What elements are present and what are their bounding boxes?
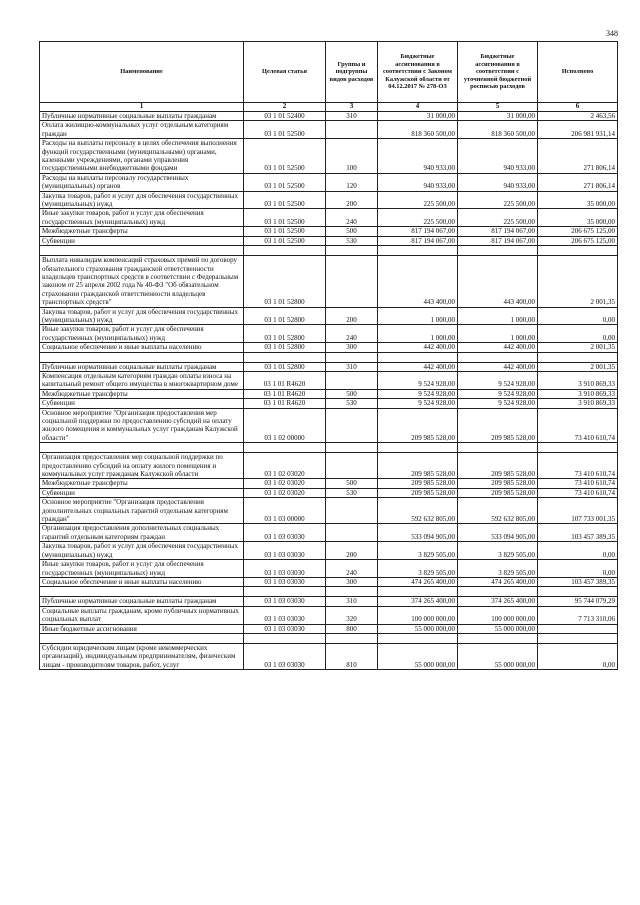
row-name: Выплата инвалидам компенсаций страховых премий по договору обязательного страхования гражданской ответственности владельцев транспортных средств в соответствии с Федеральным законом от 25 апреля 2002 года № 40-ФЗ "Об обязательном страховании гражданской ответственности владельцев транспортных средств" — [40, 256, 244, 307]
row-executed: 206 675 125,00 — [538, 236, 618, 245]
row-target-code: 03 1 01 52800 — [244, 325, 326, 343]
row-group-code — [326, 371, 378, 389]
row-budget-law: 225 500,00 — [378, 209, 458, 227]
row-target-code: 03 1 01 52800 — [244, 307, 326, 325]
row-executed: 2 001,35 — [538, 343, 618, 352]
row-executed: 95 744 079,29 — [538, 597, 618, 606]
row-name: Основное мероприятие "Организация предоставления мер социальной поддержки по предоставлению субсидий на оплату жилого помещения и коммунальных услуг гражданам Калужской области" — [40, 408, 244, 443]
row-budget-law: 55 000 000,00 — [378, 624, 458, 633]
row-budget-updated: 9 524 928,00 — [458, 371, 538, 389]
row-spacer — [40, 587, 618, 597]
row-group-code: 310 — [326, 597, 378, 606]
table-row — [40, 209, 618, 227]
row-executed: 7 713 310,06 — [538, 606, 618, 624]
table-row — [40, 606, 618, 624]
row-group-code: 200 — [326, 542, 378, 560]
row-executed: 2 001,35 — [538, 362, 618, 371]
row-budget-law: 533 094 905,00 — [378, 524, 458, 542]
row-budget-law: 225 500,00 — [378, 191, 458, 209]
table-row — [40, 488, 618, 497]
row-target-code: 03 1 03 03030 — [244, 542, 326, 560]
row-name: Публичные нормативные социальные выплаты гражданам — [40, 112, 244, 121]
row-budget-updated: 1 000,00 — [458, 325, 538, 343]
column-number: 6 — [538, 103, 618, 112]
row-budget-updated: 940 933,00 — [458, 173, 538, 191]
row-group-code: 500 — [326, 389, 378, 398]
row-name: Социальное обеспечение и иные выплаты населению — [40, 343, 244, 352]
row-name: Публичные нормативные социальные выплаты гражданам — [40, 597, 244, 606]
row-budget-updated: 9 524 928,00 — [458, 399, 538, 408]
row-budget-law: 817 194 067,00 — [378, 227, 458, 236]
header-budget-law: Бюджетные ассигнования в соответствии с Законом Калужской области от 04.12.2017 № 278-ОЗ — [378, 42, 458, 103]
row-budget-updated: 55 000 000,00 — [458, 643, 538, 669]
table-row — [40, 139, 618, 174]
spacer-cell — [458, 246, 538, 256]
header-target: Целевая статья — [244, 42, 326, 103]
column-number: 1 — [40, 103, 244, 112]
spacer-cell — [40, 246, 244, 256]
row-group-code: 240 — [326, 560, 378, 578]
row-target-code: 03 1 01 52800 — [244, 343, 326, 352]
table-row — [40, 343, 618, 352]
row-budget-updated: 225 500,00 — [458, 191, 538, 209]
row-budget-updated: 3 829 505,00 — [458, 560, 538, 578]
row-group-code — [326, 121, 378, 139]
row-spacer — [40, 633, 618, 643]
row-name: Иные закупки товаров, работ и услуг для обеспечения государственных (муниципальных) нужд — [40, 325, 244, 343]
spacer-cell — [40, 633, 244, 643]
header-executed: Исполнено — [538, 42, 618, 103]
spacer-cell — [40, 587, 244, 597]
row-name: Публичные нормативные социальные выплаты гражданам — [40, 362, 244, 371]
row-target-code: 03 1 01 52400 — [244, 112, 326, 121]
row-budget-updated: 209 985 528,00 — [458, 479, 538, 488]
spacer-cell — [458, 443, 538, 453]
row-group-code: 320 — [326, 606, 378, 624]
row-target-code: 03 1 03 03030 — [244, 577, 326, 586]
spacer-cell — [326, 633, 378, 643]
row-target-code: 03 1 01 52500 — [244, 173, 326, 191]
row-group-code: 800 — [326, 624, 378, 633]
row-budget-updated: 940 933,00 — [458, 139, 538, 174]
column-number: 4 — [378, 103, 458, 112]
spacer-cell — [538, 443, 618, 453]
row-budget-updated: 100 000 000,00 — [458, 606, 538, 624]
row-executed: 35 000,00 — [538, 209, 618, 227]
row-budget-updated: 817 194 067,00 — [458, 236, 538, 245]
row-name: Иные закупки товаров, работ и услуг для обеспечения государственных (муниципальных) нужд — [40, 209, 244, 227]
spacer-cell — [326, 352, 378, 362]
table-row — [40, 453, 618, 479]
row-spacer — [40, 246, 618, 256]
row-name: Расходы на выплаты персоналу государственных (муниципальных) органов — [40, 173, 244, 191]
row-executed: 2 463,56 — [538, 112, 618, 121]
row-budget-law: 374 265 400,00 — [378, 597, 458, 606]
row-budget-law: 209 985 528,00 — [378, 479, 458, 488]
row-budget-law: 209 985 528,00 — [378, 488, 458, 497]
row-budget-law: 9 524 928,00 — [378, 399, 458, 408]
page-number: 348 — [606, 29, 618, 38]
table-row — [40, 307, 618, 325]
header-name: Наименование — [40, 42, 244, 103]
row-group-code: 310 — [326, 362, 378, 371]
row-target-code: 03 1 01 52500 — [244, 191, 326, 209]
row-name: Межбюджетные трансферты — [40, 389, 244, 398]
table-row — [40, 191, 618, 209]
row-budget-law: 31 000,00 — [378, 112, 458, 121]
row-target-code: 03 1 03 03030 — [244, 524, 326, 542]
row-budget-updated: 1 000,00 — [458, 307, 538, 325]
spacer-cell — [40, 352, 244, 362]
table-row — [40, 542, 618, 560]
table-row — [40, 643, 618, 669]
row-target-code: 03 1 02 03020 — [244, 479, 326, 488]
row-name: Субвенции — [40, 236, 244, 245]
spacer-cell — [244, 352, 326, 362]
table-row — [40, 597, 618, 606]
spacer-cell — [326, 443, 378, 453]
row-executed: 3 910 869,33 — [538, 389, 618, 398]
spacer-cell — [378, 352, 458, 362]
row-target-code: 03 1 01 52500 — [244, 227, 326, 236]
row-budget-law: 940 933,00 — [378, 173, 458, 191]
column-number: 5 — [458, 103, 538, 112]
row-target-code: 03 1 01 R4620 — [244, 389, 326, 398]
row-target-code: 03 1 01 R4620 — [244, 399, 326, 408]
row-target-code: 03 1 02 03020 — [244, 453, 326, 479]
table-body — [40, 112, 618, 670]
row-executed: 2 001,35 — [538, 256, 618, 307]
row-budget-law: 1 000,00 — [378, 325, 458, 343]
row-target-code: 03 1 03 03030 — [244, 597, 326, 606]
row-budget-law: 55 000 000,00 — [378, 643, 458, 669]
row-budget-law: 9 524 928,00 — [378, 389, 458, 398]
row-name: Иные закупки товаров, работ и услуг для обеспечения государственных (муниципальных) нужд — [40, 560, 244, 578]
row-executed: 35 000,00 — [538, 191, 618, 209]
row-group-code: 120 — [326, 173, 378, 191]
row-group-code — [326, 408, 378, 443]
budget-table — [39, 41, 618, 670]
row-budget-updated: 31 000,00 — [458, 112, 538, 121]
row-group-code — [326, 524, 378, 542]
row-name: Закупка товаров, работ и услуг для обеспечения государственных (муниципальных) нужд — [40, 307, 244, 325]
row-budget-updated: 818 360 500,00 — [458, 121, 538, 139]
row-group-code: 200 — [326, 191, 378, 209]
spacer-cell — [378, 633, 458, 643]
spacer-cell — [326, 587, 378, 597]
row-budget-law: 100 000 000,00 — [378, 606, 458, 624]
table-row — [40, 371, 618, 389]
row-budget-law: 818 360 500,00 — [378, 121, 458, 139]
row-name: Субвенции — [40, 399, 244, 408]
row-budget-law: 9 524 928,00 — [378, 371, 458, 389]
row-group-code: 530 — [326, 236, 378, 245]
row-name: Социальные выплаты гражданам, кроме публичных нормативных социальных выплат — [40, 606, 244, 624]
table-row — [40, 498, 618, 524]
column-number: 2 — [244, 103, 326, 112]
row-budget-updated: 225 500,00 — [458, 209, 538, 227]
row-budget-law: 443 400,00 — [378, 256, 458, 307]
row-group-code: 810 — [326, 643, 378, 669]
spacer-cell — [378, 443, 458, 453]
spacer-cell — [378, 246, 458, 256]
row-name: Межбюджетные трансферты — [40, 227, 244, 236]
table-row — [40, 256, 618, 307]
row-budget-law: 1 000,00 — [378, 307, 458, 325]
row-target-code: 03 1 01 52800 — [244, 362, 326, 371]
row-budget-updated: 474 265 400,00 — [458, 577, 538, 586]
spacer-cell — [538, 352, 618, 362]
spacer-cell — [326, 246, 378, 256]
row-target-code: 03 1 01 52500 — [244, 139, 326, 174]
row-group-code: 240 — [326, 325, 378, 343]
spacer-cell — [538, 633, 618, 643]
row-target-code: 03 1 02 03020 — [244, 488, 326, 497]
row-group-code: 530 — [326, 399, 378, 408]
row-executed: 107 733 001,35 — [538, 498, 618, 524]
row-executed: 0,00 — [538, 307, 618, 325]
row-name: Оплата жилищно-коммунальных услуг отдельным категориям граждан — [40, 121, 244, 139]
row-budget-updated: 209 985 528,00 — [458, 453, 538, 479]
row-name: Закупка товаров, работ и услуг для обеспечения государственных (муниципальных) нужд — [40, 542, 244, 560]
row-group-code: 500 — [326, 479, 378, 488]
row-executed: 0,00 — [538, 325, 618, 343]
row-group-code — [326, 498, 378, 524]
row-name: Субсидии юридическим лицам (кроме некоммерческих организаций), индивидуальным предпринимателям, физическим лицам - производителям товаров, работ, услуг — [40, 643, 244, 669]
table-row — [40, 121, 618, 139]
row-target-code: 03 1 03 03030 — [244, 624, 326, 633]
spacer-cell — [378, 587, 458, 597]
table-row — [40, 173, 618, 191]
table-row — [40, 362, 618, 371]
spacer-cell — [244, 246, 326, 256]
row-budget-law: 442 400,00 — [378, 362, 458, 371]
row-group-code: 100 — [326, 139, 378, 174]
row-budget-updated: 209 985 528,00 — [458, 408, 538, 443]
spacer-cell — [538, 246, 618, 256]
spacer-cell — [244, 587, 326, 597]
table-row — [40, 408, 618, 443]
row-budget-law: 3 829 505,00 — [378, 542, 458, 560]
row-name: Компенсация отдельным категориям граждан оплаты взноса на капитальный ремонт общего имущества в многоквартирном доме — [40, 371, 244, 389]
row-target-code: 03 1 02 00000 — [244, 408, 326, 443]
row-budget-law: 592 632 805,00 — [378, 498, 458, 524]
row-group-code: 530 — [326, 488, 378, 497]
row-target-code: 03 1 03 03030 — [244, 643, 326, 669]
row-executed: 0,00 — [538, 560, 618, 578]
row-executed: 103 457 389,35 — [538, 524, 618, 542]
spacer-cell — [458, 587, 538, 597]
row-budget-updated: 3 829 505,00 — [458, 542, 538, 560]
row-group-code — [326, 453, 378, 479]
row-budget-law: 209 985 528,00 — [378, 453, 458, 479]
spacer-cell — [244, 633, 326, 643]
row-executed: 206 675 125,00 — [538, 227, 618, 236]
row-group-code: 240 — [326, 209, 378, 227]
row-executed: 73 410 610,74 — [538, 479, 618, 488]
spacer-cell — [40, 443, 244, 453]
row-spacer — [40, 352, 618, 362]
table-row — [40, 112, 618, 121]
table-row — [40, 524, 618, 542]
row-executed: 0,00 — [538, 643, 618, 669]
row-target-code: 03 1 03 03030 — [244, 606, 326, 624]
row-target-code: 03 1 01 52500 — [244, 209, 326, 227]
row-executed: 271 806,14 — [538, 173, 618, 191]
row-group-code: 300 — [326, 343, 378, 352]
row-target-code: 03 1 01 52800 — [244, 256, 326, 307]
row-group-code — [326, 256, 378, 307]
row-executed: 206 981 931,14 — [538, 121, 618, 139]
row-name: Социальное обеспечение и иные выплаты населению — [40, 577, 244, 586]
row-budget-updated: 55 000 000,00 — [458, 624, 538, 633]
table-row — [40, 560, 618, 578]
row-name: Расходы на выплаты персоналу в целях обеспечения выполнения функций государственными (муниципальными) органами, казенными учреждениями, органами управления государственными внебюджетными фондами — [40, 139, 244, 174]
row-budget-updated: 442 400,00 — [458, 362, 538, 371]
table-row — [40, 479, 618, 488]
row-budget-updated: 533 094 905,00 — [458, 524, 538, 542]
row-name: Основное мероприятие "Организация предоставления дополнительных социальных гарантий отдельным категориям граждан" — [40, 498, 244, 524]
spacer-cell — [538, 587, 618, 597]
row-budget-updated: 209 985 528,00 — [458, 488, 538, 497]
row-executed: 3 910 869,33 — [538, 399, 618, 408]
row-name: Иные бюджетные ассигнования — [40, 624, 244, 633]
table-row — [40, 624, 618, 633]
row-executed: 73 410 610,74 — [538, 453, 618, 479]
row-budget-law: 474 265 400,00 — [378, 577, 458, 586]
spacer-cell — [458, 352, 538, 362]
row-budget-law: 442 400,00 — [378, 343, 458, 352]
table-row — [40, 399, 618, 408]
table-row — [40, 389, 618, 398]
header-groups: Группы и подгруппы видов расходов — [326, 42, 378, 103]
table-row — [40, 227, 618, 236]
row-group-code: 300 — [326, 577, 378, 586]
row-budget-updated: 9 524 928,00 — [458, 389, 538, 398]
row-target-code: 03 1 01 R4620 — [244, 371, 326, 389]
row-budget-updated: 592 632 805,00 — [458, 498, 538, 524]
row-budget-updated: 443 400,00 — [458, 256, 538, 307]
row-target-code: 03 1 03 00000 — [244, 498, 326, 524]
spacer-cell — [244, 443, 326, 453]
row-group-code: 200 — [326, 307, 378, 325]
row-spacer — [40, 443, 618, 453]
row-executed: 73 410 610,74 — [538, 408, 618, 443]
row-budget-law: 817 194 067,00 — [378, 236, 458, 245]
spacer-cell — [458, 633, 538, 643]
row-executed: 73 410 610,74 — [538, 488, 618, 497]
row-budget-law: 209 985 528,00 — [378, 408, 458, 443]
row-group-code: 500 — [326, 227, 378, 236]
row-executed — [538, 624, 618, 633]
row-target-code: 03 1 03 03030 — [244, 560, 326, 578]
row-budget-law: 3 829 505,00 — [378, 560, 458, 578]
header-budget-updated: Бюджетные ассигнования в соответствии с уточненной бюджетной росписью расходов — [458, 42, 538, 103]
row-target-code: 03 1 01 52500 — [244, 236, 326, 245]
row-executed: 271 806,14 — [538, 139, 618, 174]
row-name: Организация предоставления дополнительных социальных гарантий отдельным категориям граждан — [40, 524, 244, 542]
column-number: 3 — [326, 103, 378, 112]
row-name: Закупка товаров, работ и услуг для обеспечения государственных (муниципальных) нужд — [40, 191, 244, 209]
row-executed: 3 910 869,33 — [538, 371, 618, 389]
row-executed: 103 457 389,35 — [538, 577, 618, 586]
row-group-code: 310 — [326, 112, 378, 121]
row-target-code: 03 1 01 52500 — [244, 121, 326, 139]
row-name: Межбюджетные трансферты — [40, 479, 244, 488]
row-executed: 0,00 — [538, 542, 618, 560]
row-budget-law: 940 933,00 — [378, 139, 458, 174]
row-name: Субвенции — [40, 488, 244, 497]
row-budget-updated: 374 265 400,00 — [458, 597, 538, 606]
table-row — [40, 236, 618, 245]
row-budget-updated: 817 194 067,00 — [458, 227, 538, 236]
table-row — [40, 325, 618, 343]
table-row — [40, 577, 618, 586]
row-budget-updated: 442 400,00 — [458, 343, 538, 352]
row-name: Организация предоставления мер социальной поддержки по предоставлению субсидий на оплату жилого помещения и коммунальных услуг гражданам Калужской области — [40, 453, 244, 479]
